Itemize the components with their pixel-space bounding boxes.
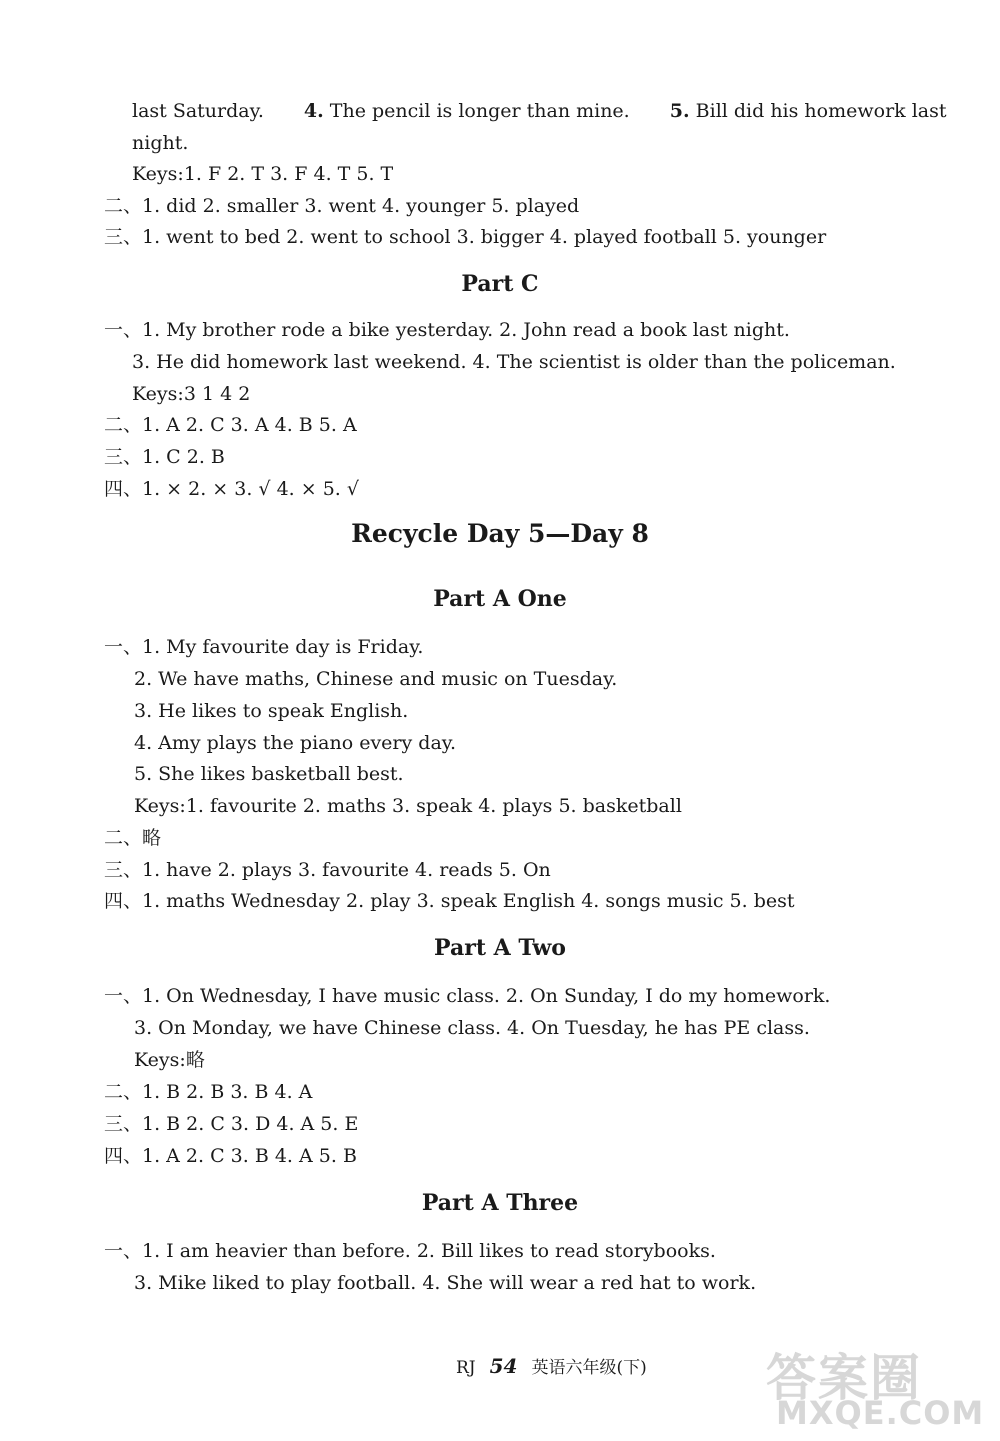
section-heading: Part A Three (421, 1190, 579, 1216)
answer-line: 一、1. On Wednesday, I have music class. 2. On Sunday, I do my homework. (104, 985, 831, 1007)
answer-line: 三、1. have 2. plays 3. favourite 4. reads 5. On (104, 859, 551, 881)
answer-line: 4. Amy plays the piano every day. (134, 732, 457, 754)
edition-label: RJ (456, 1358, 476, 1378)
section-heading: Part A Two (434, 935, 566, 961)
watermark-text: 答案圈 (766, 1349, 922, 1407)
answer-line: 5. She likes basketball best. (134, 763, 404, 785)
answer-line: 2. We have maths, Chinese and music on Tuesday. (134, 668, 618, 690)
answer-line: 四、1. A 2. C 3. B 4. A 5. B (104, 1145, 357, 1167)
answer-line: 二、1. did 2. smaller 3. went 4. younger 5. played (104, 195, 580, 217)
answer-line: 一、1. My brother rode a bike yesterday. 2. John read a book last night. (104, 319, 790, 341)
keys-line: Keys:略 (134, 1049, 205, 1071)
answer-line: 3. He did homework last weekend. 4. The scientist is older than the policeman. (132, 351, 896, 373)
keys-line: Keys:1. favourite 2. maths 3. speak 4. plays 5. basketball (134, 795, 682, 817)
page-number: 54 (489, 1354, 518, 1378)
unit-heading: Recycle Day 5—Day 8 (351, 519, 649, 548)
answer-line: 3. On Monday, we have Chinese class. 4. On Tuesday, he has PE class. (134, 1017, 810, 1039)
answer-line: 二、略 (104, 827, 162, 849)
answer-line: 四、1. maths Wednesday 2. play 3. speak English 4. songs music 5. best (104, 890, 795, 912)
answer-line: 3. He likes to speak English. (134, 700, 409, 722)
answer-line: 三、1. B 2. C 3. D 4. A 5. E (104, 1113, 359, 1135)
keys-line: Keys:1. F 2. T 3. F 4. T 5. T (132, 163, 394, 185)
answer-line: 一、1. My favourite day is Friday. (104, 636, 424, 658)
book-title: 英语六年级(下) (531, 1358, 647, 1378)
watermark-url: MXQE.COM (776, 1394, 985, 1432)
answer-line: 二、1. B 2. B 3. B 4. A (104, 1081, 313, 1103)
answer-line: 三、1. C 2. B (104, 446, 225, 468)
answer-line: 一、1. I am heavier than before. 2. Bill likes to read storybooks. (104, 1240, 716, 1262)
page-footer (456, 1354, 647, 1380)
answer-line: last Saturday. 4. The pencil is longer than mine. 5. Bill did his homework last (132, 100, 947, 122)
answer-line: 二、1. A 2. C 3. A 4. B 5. A (104, 414, 357, 436)
answer-line: night. (132, 132, 189, 154)
watermark-logo (760, 1338, 998, 1438)
answer-line: 三、1. went to bed 2. went to school 3. bigger 4. played football 5. younger (104, 226, 827, 248)
section-heading: Part C (461, 271, 539, 297)
section-heading: Part A One (433, 586, 567, 612)
answer-line: 3. Mike liked to play football. 4. She will wear a red hat to work. (134, 1272, 757, 1294)
keys-line: Keys:3 1 4 2 (132, 383, 251, 405)
answer-line: 四、1. × 2. × 3. √ 4. × 5. √ (104, 478, 359, 500)
